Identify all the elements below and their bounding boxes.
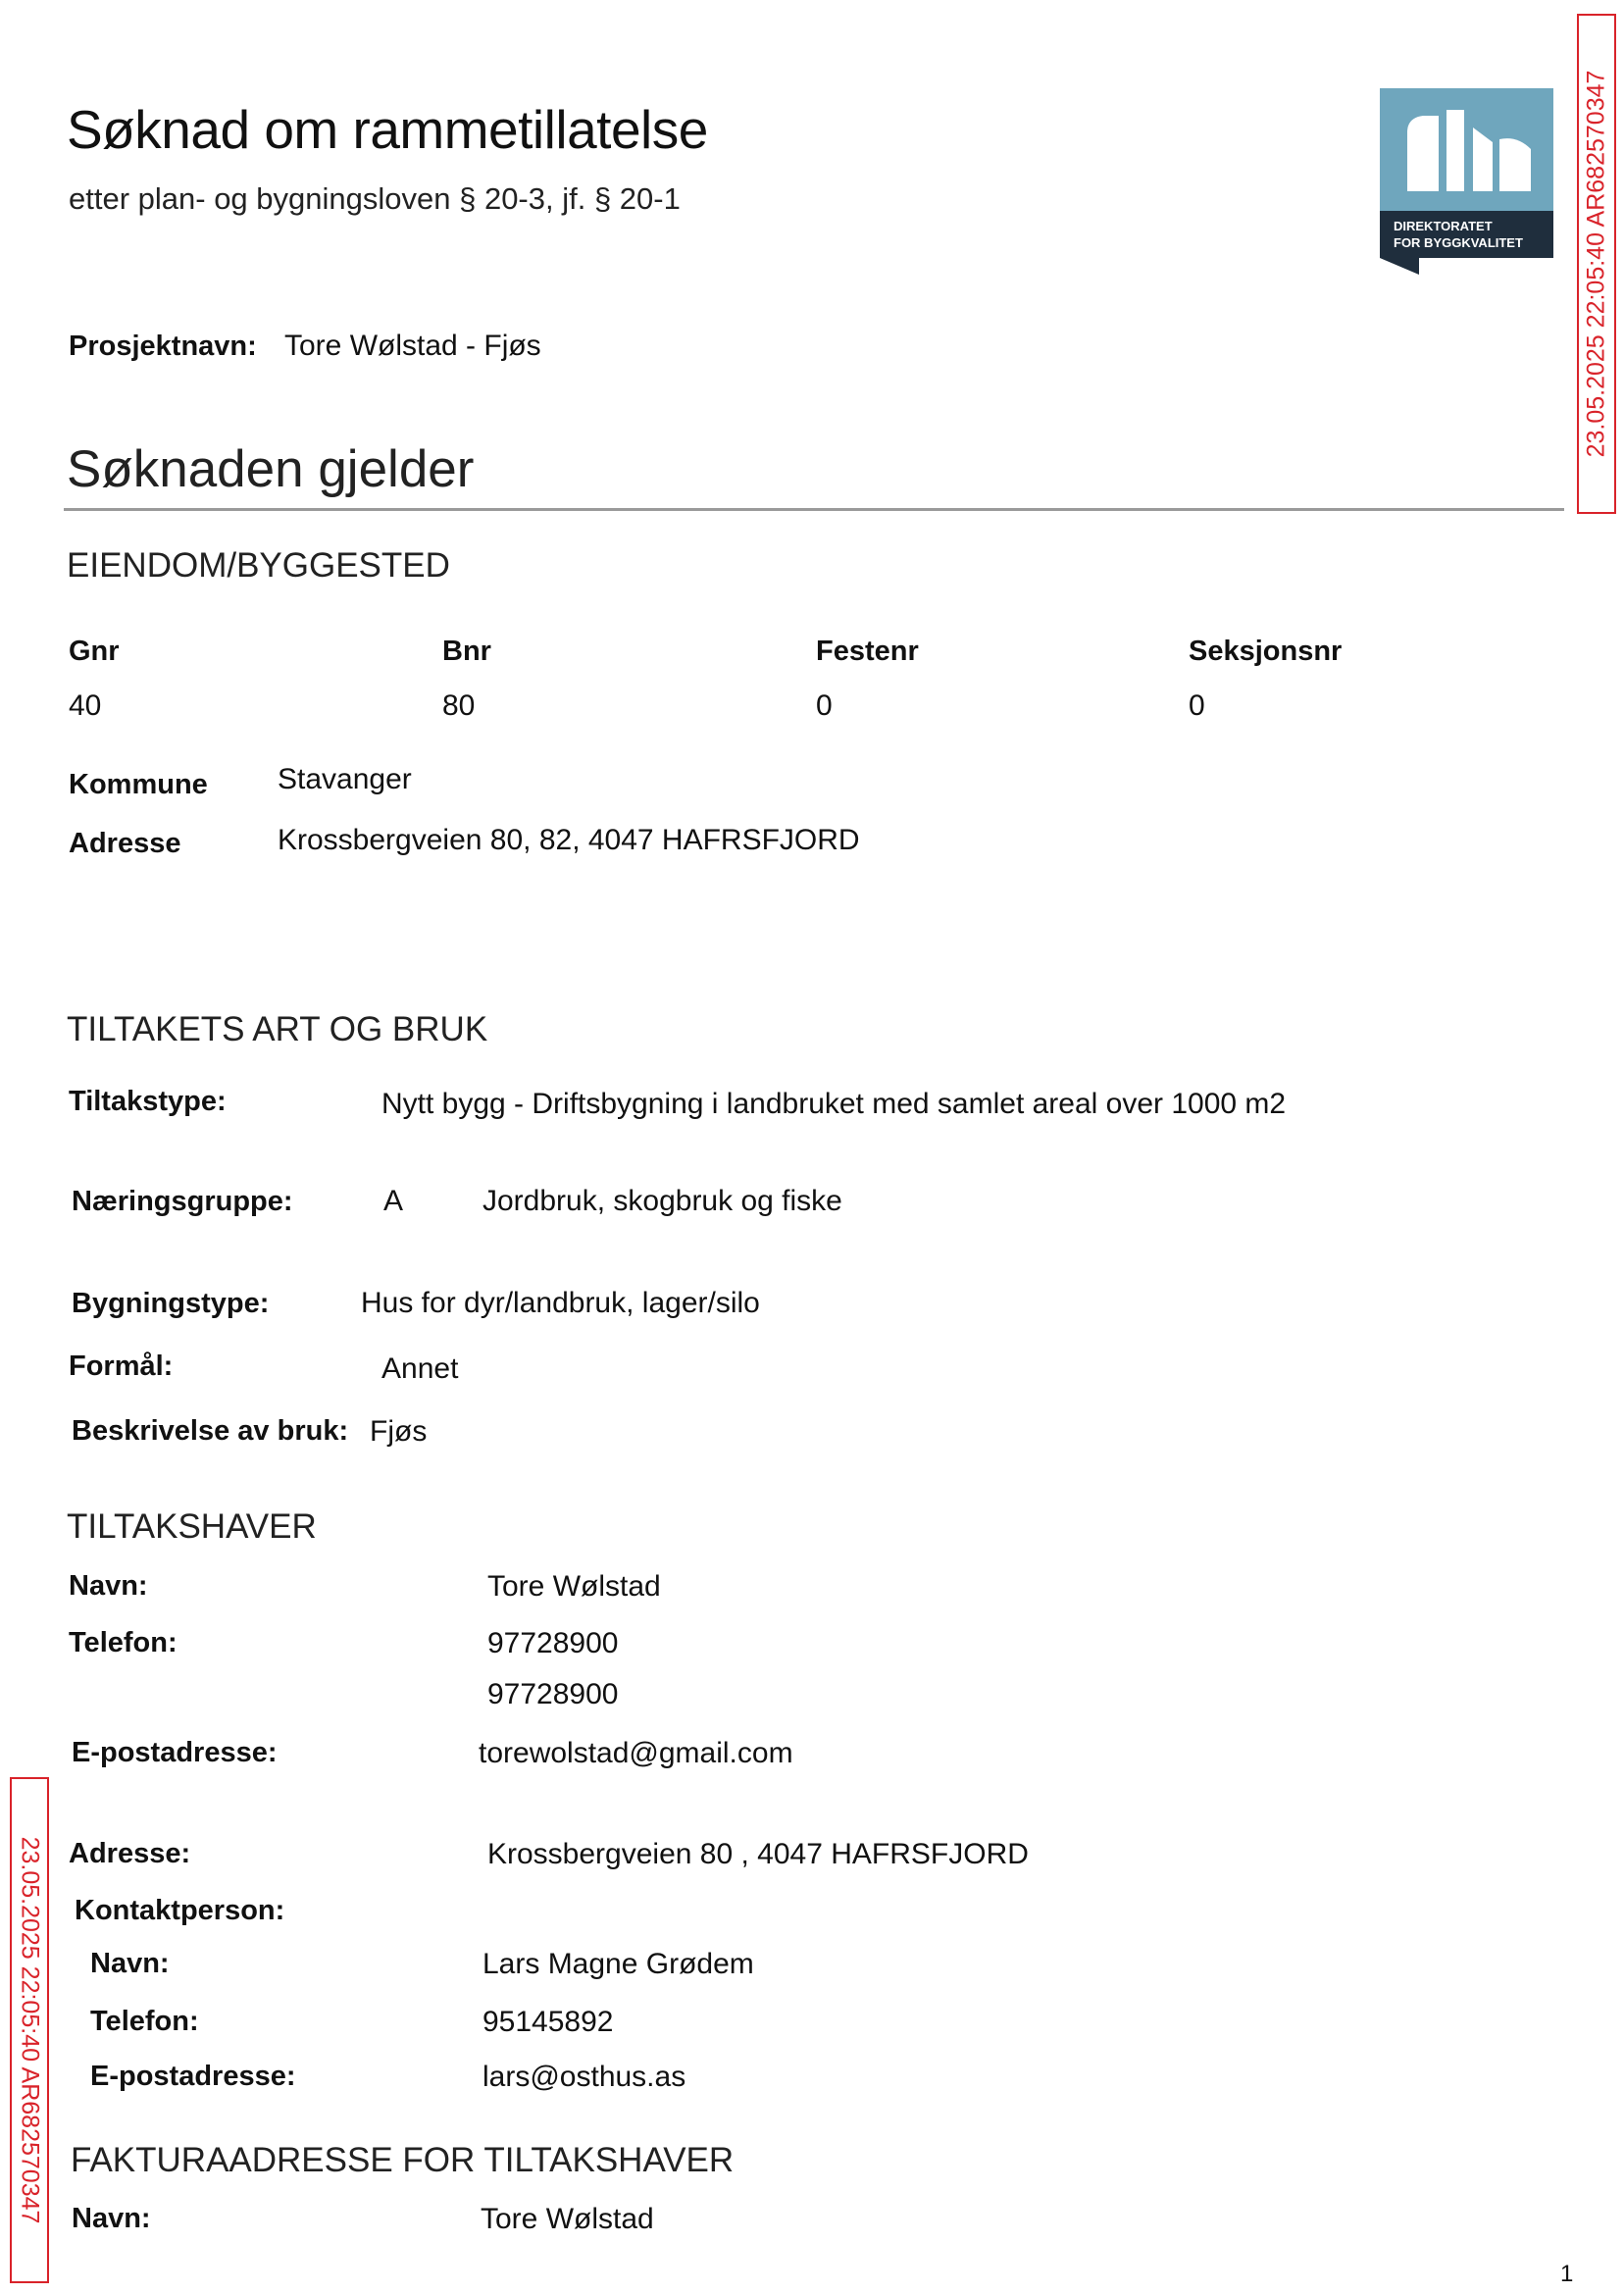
page-number: 1 — [1560, 2261, 1574, 2287]
owner-section-heading: TILTAKSHAVER — [67, 1507, 317, 1546]
applies-heading: Søknaden gjelder — [67, 440, 475, 498]
formal-label: Formål: — [69, 1351, 174, 1382]
seksjonsnr-header: Seksjonsnr — [1189, 636, 1343, 667]
festenr-value: 0 — [816, 689, 833, 722]
formal-value: Annet — [381, 1352, 459, 1385]
tiltakstype-value: Nytt bygg - Driftsbygning i landbruket med samlet areal over 1000 m2 — [381, 1088, 1287, 1120]
document-subtitle: etter plan- og bygningsloven § 20-3, jf. § 20-1 — [69, 181, 681, 216]
dibk-logo — [1380, 88, 1553, 275]
kommune-value: Stavanger — [278, 763, 412, 795]
measure-section-heading: TILTAKETS ART OG BRUK — [67, 1010, 488, 1048]
owner-epost-value: torewolstad@gmail.com — [479, 1737, 793, 1769]
beskrivelse-label: Beskrivelse av bruk: — [72, 1415, 349, 1447]
bygningstype-label: Bygningstype: — [72, 1288, 270, 1319]
festenr-header: Festenr — [816, 636, 919, 667]
contact-telefon-value: 95145892 — [482, 2006, 614, 2038]
contact-navn-value: Lars Magne Grødem — [482, 1948, 754, 1980]
invoice-navn-label: Navn: — [72, 2203, 151, 2234]
contact-epost-label: E-postadresse: — [90, 2061, 296, 2092]
bnr-header: Bnr — [442, 636, 491, 667]
bygningstype-value: Hus for dyr/landbruk, lager/silo — [361, 1287, 760, 1319]
logo-text-line1: DIREKTORATET — [1394, 219, 1493, 233]
seksjonsnr-value: 0 — [1189, 689, 1205, 722]
adresse-value: Krossbergveien 80, 82, 4047 HAFRSFJORD — [278, 824, 860, 856]
project-label: Prosjektnavn: — [69, 331, 257, 362]
document-title: Søknad om rammetillatelse — [67, 99, 708, 160]
timestamp-stamp-top — [1577, 14, 1616, 514]
stamp-text: 23.05.2025 22:05:40 AR682570347 — [1582, 70, 1610, 458]
timestamp-stamp-bottom — [10, 1777, 49, 2283]
owner-telefon-value-2: 97728900 — [487, 1678, 619, 1710]
contact-person-label: Kontaktperson: — [75, 1895, 285, 1926]
contact-telefon-label: Telefon: — [90, 2006, 199, 2037]
kommune-label: Kommune — [69, 769, 208, 800]
project-value: Tore Wølstad - Fjøs — [284, 330, 541, 362]
owner-telefon-label: Telefon: — [69, 1627, 178, 1658]
owner-telefon-value-1: 97728900 — [487, 1627, 619, 1659]
tiltakstype-label: Tiltakstype: — [69, 1086, 227, 1117]
property-section-heading: EIENDOM/BYGGESTED — [67, 546, 450, 585]
gnr-header: Gnr — [69, 636, 120, 667]
naeringsgruppe-code: A — [383, 1185, 404, 1217]
owner-navn-label: Navn: — [69, 1570, 148, 1602]
contact-epost-value: lars@osthus.as — [482, 2061, 686, 2093]
invoice-navn-value: Tore Wølstad — [481, 2203, 654, 2235]
stamp-text: 23.05.2025 22:05:40 AR682570347 — [16, 1836, 44, 2224]
owner-epost-label: E-postadresse: — [72, 1737, 278, 1768]
naeringsgruppe-value: Jordbruk, skogbruk og fiske — [482, 1185, 842, 1217]
invoice-section-heading: FAKTURAADRESSE FOR TILTAKSHAVER — [71, 2141, 735, 2179]
contact-navn-label: Navn: — [90, 1948, 170, 1979]
owner-adresse-label: Adresse: — [69, 1838, 191, 1869]
adresse-label: Adresse — [69, 828, 181, 859]
owner-navn-value: Tore Wølstad — [487, 1570, 661, 1603]
beskrivelse-value: Fjøs — [370, 1415, 428, 1448]
logo-text-line2: FOR BYGGKVALITET — [1394, 235, 1523, 250]
gnr-value: 40 — [69, 689, 102, 722]
bnr-value: 80 — [442, 689, 476, 722]
heading-divider — [64, 508, 1564, 511]
naeringsgruppe-label: Næringsgruppe: — [72, 1186, 293, 1217]
owner-adresse-value: Krossbergveien 80 , 4047 HAFRSFJORD — [487, 1838, 1029, 1870]
